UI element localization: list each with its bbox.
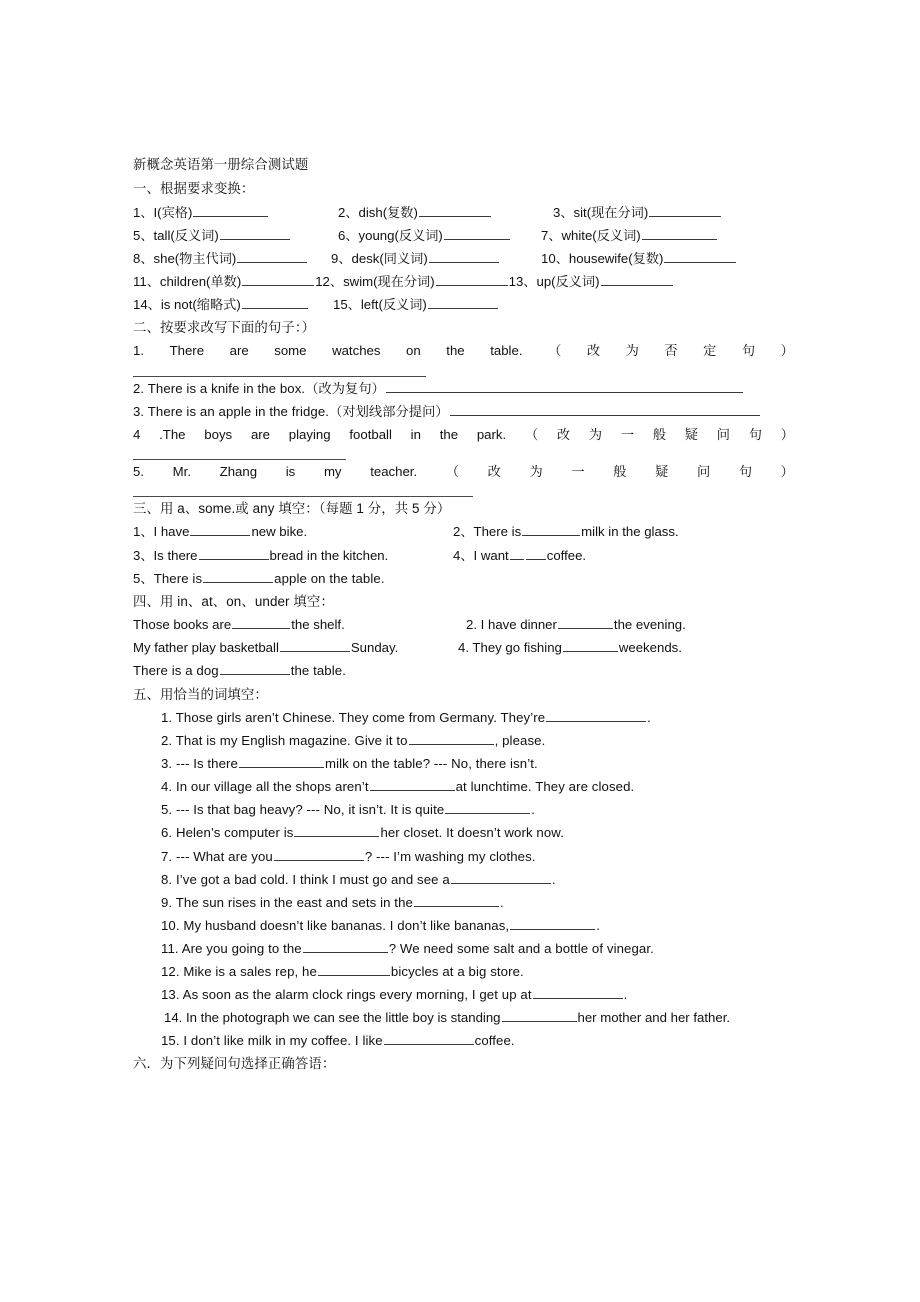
answer-blank[interactable]	[451, 871, 551, 884]
item-5: 5、tall(反义词)	[133, 224, 338, 247]
page-title: 新概念英语第一册综合测试题	[133, 157, 309, 172]
answer-blank[interactable]	[414, 894, 499, 907]
item-11: 11、children(单数)	[133, 270, 315, 293]
section-4-row-1	[133, 613, 794, 636]
answer-blank[interactable]	[649, 204, 721, 217]
answer-blank[interactable]	[533, 986, 623, 999]
answer-rule[interactable]	[133, 446, 346, 460]
section-5-item-2: 2. That is my English magazine. Give it to , please.	[161, 733, 546, 749]
item-4: 4. They go fishing weekends.	[458, 640, 682, 656]
answer-rule-q4[interactable]	[133, 446, 794, 460]
answer-blank[interactable]	[386, 380, 743, 393]
answer-blank[interactable]	[294, 824, 379, 837]
section-1-row-2	[133, 224, 794, 247]
section-4-row-3: There is a dog the table.	[133, 663, 346, 679]
answer-blank[interactable]	[318, 963, 390, 976]
section-5-item-12: 12. Mike is a sales rep, he bicycles at a big store.	[161, 964, 524, 980]
section-2-question-4: 4 .The boys are playing football in the park. （ 改 为 一 般 疑 问 句 ）	[133, 426, 794, 442]
item-8: 8、she(物主代词)	[133, 247, 331, 270]
answer-blank[interactable]	[242, 273, 314, 286]
section-1-row-4	[133, 270, 794, 293]
answer-blank[interactable]	[563, 639, 618, 652]
item-13: 13、up(反义词)	[509, 270, 674, 293]
answer-blank[interactable]	[445, 801, 530, 814]
answer-blank[interactable]	[429, 250, 499, 263]
answer-blank[interactable]	[239, 755, 324, 768]
answer-blank[interactable]	[444, 227, 510, 240]
answer-blank[interactable]	[193, 204, 268, 217]
answer-blank[interactable]	[546, 709, 646, 722]
section-2-heading: 二、按要求改写下面的句子：）	[133, 319, 316, 335]
document-body	[133, 152, 794, 1076]
section-4-row-2	[133, 636, 794, 659]
item-9: 9、desk(同义词)	[331, 247, 541, 270]
answer-blank[interactable]	[242, 296, 308, 309]
item-1: 1、I(宾格)	[133, 201, 338, 224]
section-1-row-3	[133, 247, 794, 270]
answer-blank[interactable]	[370, 778, 455, 791]
item-10: 10、housewife(复数)	[541, 247, 737, 270]
section-5-item-8: 8. I’ve got a bad cold. I think I must go and see a .	[161, 871, 556, 887]
answer-blank[interactable]	[232, 616, 290, 629]
answer-blank[interactable]	[510, 547, 524, 560]
answer-blank[interactable]	[450, 403, 760, 416]
section-3-row-1	[133, 520, 794, 543]
answer-blank[interactable]	[190, 523, 250, 536]
answer-blank[interactable]	[274, 848, 364, 861]
item-6: 6、young(反义词)	[338, 224, 541, 247]
answer-blank[interactable]	[303, 940, 388, 953]
item-2: 2、dish(复数)	[338, 201, 553, 224]
section-4-heading: 四、用 in、at、on、under 填空：	[133, 593, 334, 609]
section-3-row-3: 5、There is apple on the table.	[133, 570, 385, 586]
section-5-item-3: 3. --- Is there milk on the table? --- No, there isn’t.	[161, 756, 538, 772]
section-1-row-5	[133, 293, 794, 316]
section-5-item-1: 1. Those girls aren’t Chinese. They come from Germany. They’re .	[161, 710, 651, 725]
answer-blank[interactable]	[220, 227, 290, 240]
section-2-question-1: 1. There are some watches on the table. （ 改 为 否 定 句 ）	[133, 343, 794, 359]
answer-blank[interactable]	[384, 1032, 474, 1045]
answer-blank[interactable]	[203, 570, 273, 583]
section-2-question-3: 3. There is an apple in the fridge.（对划线部分提问）	[133, 400, 794, 423]
answer-blank[interactable]	[664, 250, 736, 263]
item-2: 2. I have dinner the evening.	[466, 617, 686, 633]
answer-blank[interactable]	[522, 523, 580, 536]
item-12: 12、swim(现在分词)	[315, 270, 508, 293]
answer-blank[interactable]	[601, 273, 673, 286]
section-5-item-6: 6. Helen’s computer is her closet. It doesn’t work now.	[161, 825, 564, 841]
answer-rule-q1[interactable]	[133, 363, 794, 377]
section-1-row-1	[133, 201, 794, 224]
section-5-item-7: 7. --- What are you ? --- I’m washing my clothes.	[161, 848, 536, 864]
answer-blank[interactable]	[419, 204, 491, 217]
answer-blank[interactable]	[510, 917, 595, 930]
section-6-heading: 六．为下列疑问句选择正确答语：	[133, 1056, 336, 1072]
item-3: 3、sit(现在分词)	[553, 201, 722, 224]
answer-blank[interactable]	[409, 732, 494, 745]
section-1-heading: 一、根据要求变换：	[133, 181, 255, 196]
item-14: 14、is not(缩略式)	[133, 293, 333, 316]
section-2-question-5: 5. Mr. Zhang is my teacher. （ 改 为 一 般 疑 问 句 ）	[133, 463, 794, 479]
item-3: My father play basketball Sunday.	[133, 640, 399, 656]
item-15: 15、left(反义词)	[333, 293, 499, 316]
answer-blank[interactable]	[642, 227, 717, 240]
answer-blank[interactable]	[199, 547, 269, 560]
answer-blank[interactable]	[526, 547, 546, 560]
section-5-item-5: 5. --- Is that bag heavy? --- No, it isn’t. It is quite .	[161, 802, 536, 818]
item-7: 7、white(反义词)	[541, 224, 718, 247]
section-5-item-13: 13. As soon as the alarm clock rings every morning, I get up at .	[161, 987, 628, 1003]
item-4: 4、I want coffee.	[453, 547, 587, 563]
answer-blank[interactable]	[280, 639, 350, 652]
answer-blank[interactable]	[237, 250, 307, 263]
section-3-heading: 三、用 a、some.或 any 填空：（每题 1 分，共 5 分）	[133, 500, 451, 516]
item-2: 2、There is milk in the glass.	[453, 524, 679, 540]
item-1: Those books are the shelf.	[133, 617, 345, 633]
section-5-heading: 五、用恰当的词填空：	[133, 686, 268, 702]
answer-blank[interactable]	[502, 1009, 577, 1022]
section-5-item-9: 9. The sun rises in the east and sets in the .	[161, 894, 504, 910]
answer-blank[interactable]	[436, 273, 508, 286]
section-5-item-11: 11. Are you going to the ? We need some salt and a bottle of vinegar.	[161, 940, 654, 956]
answer-blank[interactable]	[428, 296, 498, 309]
section-5-item-4: 4. In our village all the shops aren’t at lunchtime. They are closed.	[161, 779, 635, 795]
section-5-item-10: 10. My husband doesn’t like bananas. I don’t like bananas, .	[161, 917, 600, 933]
item-1: 1、I have new bike.	[133, 524, 308, 540]
section-5-item-15: 15. I don’t like milk in my coffee. I like coffee.	[161, 1033, 515, 1049]
section-5-item-14: 14. In the photograph we can see the little boy is standing her mother and her father.	[164, 1010, 731, 1026]
answer-rule[interactable]	[133, 363, 426, 377]
answer-blank[interactable]	[220, 662, 290, 675]
answer-rule[interactable]	[133, 483, 473, 497]
section-3-row-2	[133, 544, 794, 567]
answer-blank[interactable]	[558, 616, 613, 629]
item-3: 3、Is there bread in the kitchen.	[133, 547, 389, 563]
section-2-question-2: 2. There is a knife in the box.（改为复句）	[133, 377, 794, 400]
answer-rule-q5[interactable]	[133, 483, 794, 497]
